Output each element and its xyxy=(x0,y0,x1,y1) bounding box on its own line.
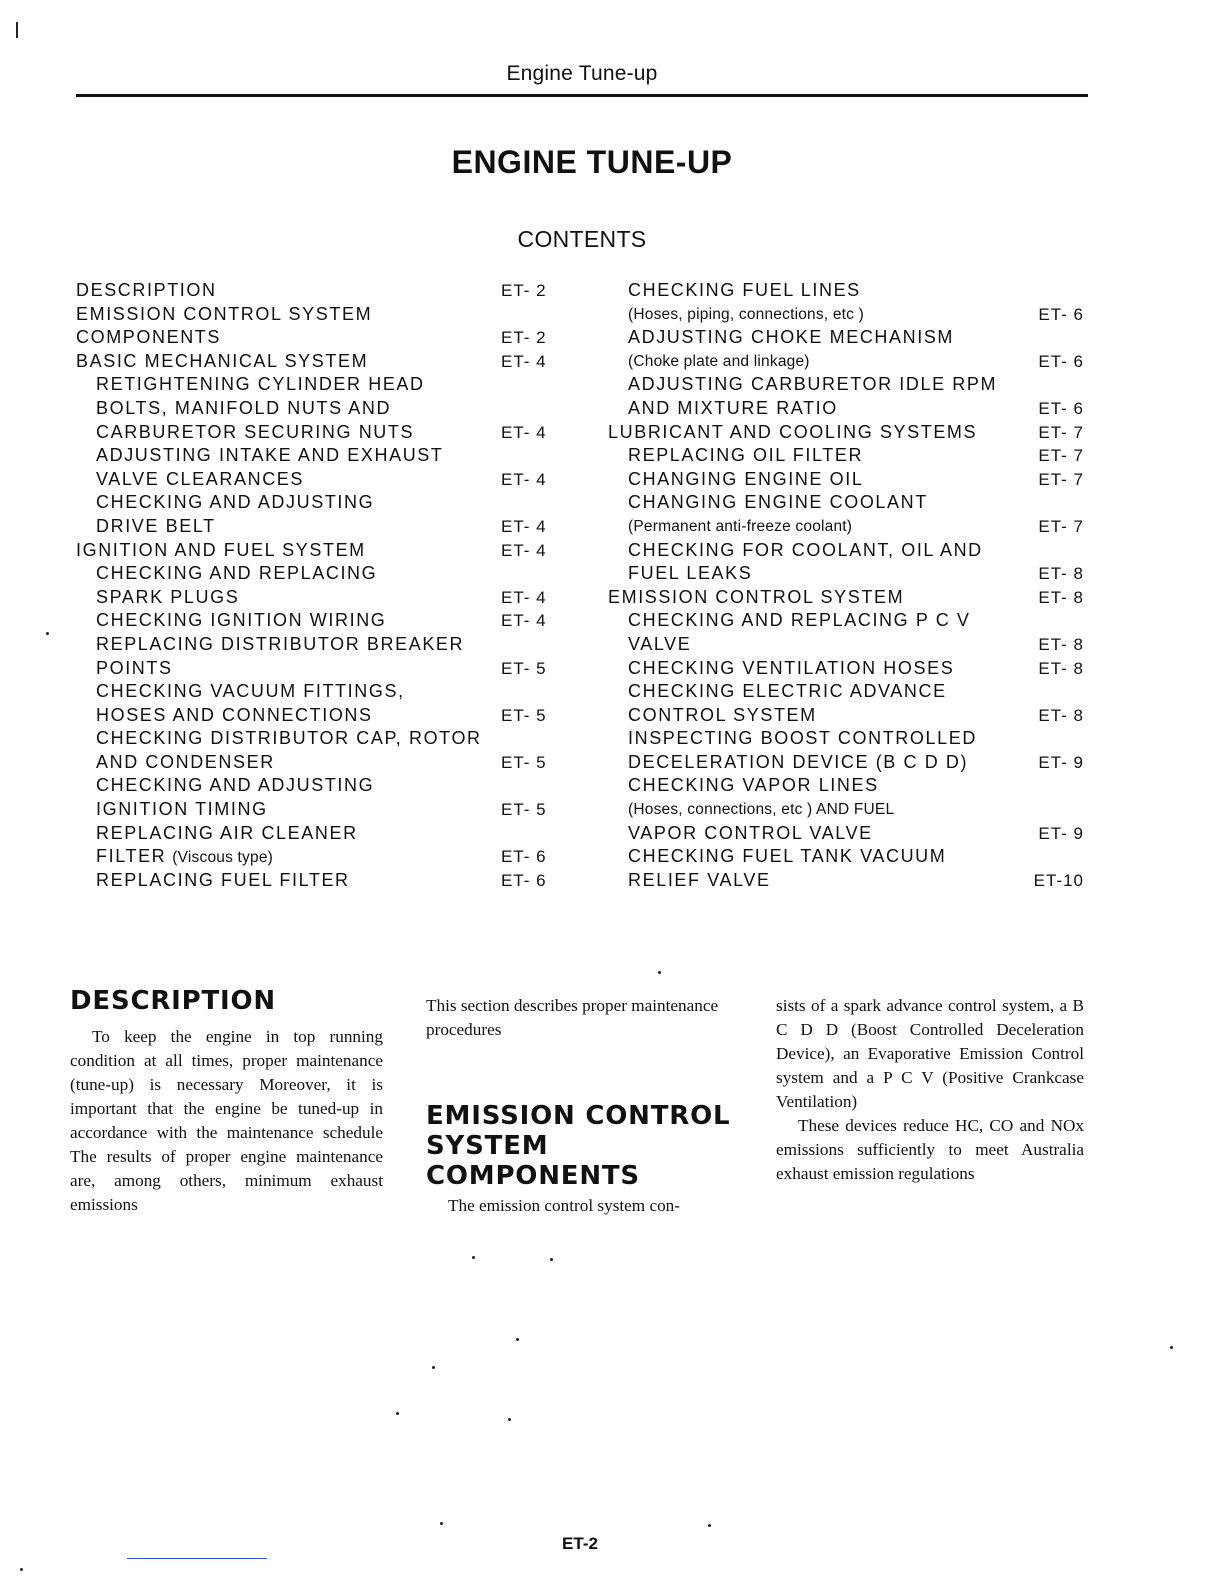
toc-entry-title: CHECKING VENTILATION HOSES xyxy=(628,657,955,678)
toc-entry-page: ET-10 xyxy=(1033,870,1084,890)
toc-entry-title: RELIEF VALVE xyxy=(628,869,771,890)
toc-entry xyxy=(608,586,1088,610)
toc-entry-page: ET- 5 xyxy=(501,705,547,725)
toc-entry xyxy=(76,822,556,846)
toc-entry xyxy=(76,491,556,515)
toc-entry xyxy=(76,633,556,657)
toc-entry-title: CHECKING IGNITION WIRING xyxy=(96,610,387,631)
toc-right-column xyxy=(608,279,1088,892)
toc-entry-title: CARBURETOR SECURING NUTS xyxy=(96,421,415,442)
scan-mark xyxy=(16,22,18,38)
toc-entry-page: ET- 5 xyxy=(501,800,547,820)
toc-entry-page: ET- 7 xyxy=(1038,516,1084,536)
toc-entry xyxy=(76,303,556,327)
scan-speck xyxy=(658,971,661,974)
toc-entry xyxy=(76,279,556,303)
toc-entry-title: CONTROL SYSTEM xyxy=(628,704,817,725)
toc-entry-page: ET- 7 xyxy=(1038,446,1084,466)
toc-entry-title: (Hoses, connections, etc ) AND FUEL xyxy=(628,801,895,819)
toc-entry-page: ET- 8 xyxy=(1038,587,1084,607)
toc-entry xyxy=(608,869,1088,893)
toc-entry-page: ET- 8 xyxy=(1038,658,1084,678)
toc-entry-title: CHECKING FUEL TANK VACUUM xyxy=(628,846,947,867)
toc-entry xyxy=(76,562,556,586)
scan-speck xyxy=(516,1338,519,1341)
toc-entry xyxy=(76,680,556,704)
toc-entry-title: CHECKING FUEL LINES xyxy=(628,280,861,300)
toc-entry xyxy=(76,869,556,893)
running-header: Engine Tune-up xyxy=(506,62,658,85)
toc-entry xyxy=(76,421,556,445)
toc-entry xyxy=(76,539,556,563)
toc-entry-page: ET- 9 xyxy=(1038,823,1084,843)
scan-speck xyxy=(508,1418,511,1421)
toc-entry-title: VAPOR CONTROL VALVE xyxy=(628,822,873,843)
toc-entry-title: CHECKING AND REPLACING P C V xyxy=(628,610,971,631)
toc-entry xyxy=(76,798,556,822)
toc-entry-page: ET- 4 xyxy=(501,540,547,560)
toc-entry-note: (Viscous type) xyxy=(172,849,274,867)
toc-entry-page: ET- 4 xyxy=(501,422,547,442)
toc-entry-title: EMISSION CONTROL SYSTEM xyxy=(76,303,373,324)
toc-entry xyxy=(76,326,556,350)
toc-entry xyxy=(76,515,556,539)
toc-entry xyxy=(608,633,1088,657)
toc-entry-page: ET- 5 xyxy=(501,658,547,678)
toc-entry xyxy=(608,822,1088,846)
toc-entry xyxy=(76,350,556,374)
toc-entry-page: ET- 6 xyxy=(501,870,547,890)
toc-entry-page: ET- 9 xyxy=(1038,752,1084,772)
toc-entry xyxy=(608,326,1088,350)
toc-entry-title: CHANGING ENGINE COOLANT xyxy=(628,492,928,513)
toc-entry-title: BASIC MECHANICAL SYSTEM xyxy=(76,350,369,371)
toc-entry xyxy=(76,657,556,681)
description-paragraph-2: This section describes proper maintenance procedures xyxy=(426,996,719,1039)
toc-entry-title: CHECKING FOR COOLANT, OIL AND xyxy=(628,539,983,560)
scan-speck xyxy=(708,1524,711,1527)
page-title: ENGINE TUNE-UP xyxy=(451,144,733,180)
toc-entry-title: DRIVE BELT xyxy=(96,515,216,536)
toc-entry-title: REPLACING OIL FILTER xyxy=(628,445,864,466)
emission-paragraph-1-start: The emission control system con- xyxy=(448,1196,680,1215)
toc-entry-title: AND CONDENSER xyxy=(96,751,275,772)
toc-entry xyxy=(76,444,556,468)
toc-entry-title: BOLTS, MANIFOLD NUTS AND xyxy=(96,397,392,418)
toc-entry-title: SPARK PLUGS xyxy=(96,586,240,607)
toc-entry-title: INSPECTING BOOST CONTROLLED xyxy=(628,728,977,749)
toc-entry-page: ET- 8 xyxy=(1038,705,1084,725)
toc-entry xyxy=(76,373,556,397)
toc-entry xyxy=(608,350,1088,374)
description-paragraph: To keep the engine in top running condition at all times, proper maintenance (tune-up) is necessary Moreover, it is important that the engine be tuned-up in accordance with the maintenance schedule The results of proper engine maintenance are, among others, minimum exhaust emissions xyxy=(70,1027,383,1214)
toc-entry xyxy=(76,727,556,751)
toc-entry-title: FILTER xyxy=(96,846,167,867)
toc-entry xyxy=(608,397,1088,421)
page-number: ET-2 xyxy=(562,1534,598,1553)
toc-entry xyxy=(608,680,1088,704)
toc-entry xyxy=(608,751,1088,775)
scan-speck xyxy=(20,1568,23,1571)
toc-entry-title: REPLACING FUEL FILTER xyxy=(96,869,350,890)
toc-entry xyxy=(608,562,1088,586)
description-heading: DESCRIPTION xyxy=(70,986,276,1016)
toc-entry xyxy=(76,751,556,775)
toc-entry-title: (Hoses, piping, connections, etc ) xyxy=(628,305,864,323)
toc-entry-page: ET- 4 xyxy=(501,351,547,371)
emission-paragraph-2: These devices reduce HC, CO and NOx emissions sufficiently to meet Australia exhaust emission regulations xyxy=(776,1116,1084,1183)
toc-entry-title: (Choke plate and linkage) xyxy=(628,352,810,370)
toc-entry-page: ET- 4 xyxy=(501,469,547,489)
scan-speck xyxy=(432,1366,435,1369)
toc-entry-page: ET- 6 xyxy=(1038,304,1084,324)
toc-entry-page: ET- 4 xyxy=(501,516,547,536)
toc-entry-title: CHECKING AND ADJUSTING xyxy=(96,492,375,513)
toc-entry-title: REPLACING DISTRIBUTOR BREAKER xyxy=(96,633,465,654)
toc-entry xyxy=(608,657,1088,681)
toc-entry-page: ET- 8 xyxy=(1038,634,1084,654)
toc-entry xyxy=(608,774,1088,798)
toc-entry-title: ADJUSTING CHOKE MECHANISM xyxy=(628,327,955,348)
toc-entry-page: ET- 7 xyxy=(1038,469,1084,489)
toc-entry xyxy=(608,609,1088,633)
toc-entry-title: RETIGHTENING CYLINDER HEAD xyxy=(96,374,425,395)
toc-entry-title: LUBRICANT AND COOLING SYSTEMS xyxy=(608,421,978,442)
toc-entry xyxy=(608,303,1088,327)
toc-entry-title: ADJUSTING INTAKE AND EXHAUST xyxy=(96,445,444,466)
scan-speck xyxy=(1170,1346,1173,1349)
toc-left-column xyxy=(76,279,556,892)
toc-entry-page: ET- 2 xyxy=(501,281,547,300)
toc-entry-title: CHECKING AND ADJUSTING xyxy=(96,775,375,796)
toc-entry xyxy=(76,845,556,869)
toc-entry xyxy=(608,468,1088,492)
toc-entry-page: ET- 6 xyxy=(1038,398,1084,418)
toc-entry-page: ET- 4 xyxy=(501,587,547,607)
toc-entry xyxy=(608,444,1088,468)
toc-entry-title: VALVE CLEARANCES xyxy=(96,468,304,489)
toc-entry-title: IGNITION AND FUEL SYSTEM xyxy=(76,539,366,560)
toc-entry xyxy=(608,704,1088,728)
toc-entry-title: AND MIXTURE RATIO xyxy=(628,397,838,418)
toc-entry xyxy=(608,845,1088,869)
toc-entry-title: FUEL LEAKS xyxy=(628,563,753,584)
toc-entry xyxy=(76,609,556,633)
toc-entry xyxy=(608,727,1088,751)
toc-entry xyxy=(608,539,1088,563)
toc-entry-title: CHECKING ELECTRIC ADVANCE xyxy=(628,681,947,702)
toc-entry-title: IGNITION TIMING xyxy=(96,799,268,820)
toc-entry-page: ET- 6 xyxy=(501,847,547,867)
scan-speck xyxy=(396,1412,399,1415)
toc-entry xyxy=(608,421,1088,445)
scan-speck xyxy=(550,1258,553,1261)
emission-paragraphs xyxy=(776,994,1084,1186)
toc-entry xyxy=(76,397,556,421)
toc-entry xyxy=(608,373,1088,397)
footer-rule xyxy=(127,1558,267,1559)
toc-entry-page: ET- 6 xyxy=(1038,351,1084,371)
toc-entry-title: (Permanent anti-freeze coolant) xyxy=(628,517,853,535)
toc-entry-title: CHANGING ENGINE OIL xyxy=(628,468,864,489)
toc-entry-title: COMPONENTS xyxy=(76,327,222,348)
toc-entry-title: CHECKING VACUUM FITTINGS, xyxy=(96,681,405,702)
scan-speck xyxy=(440,1522,443,1525)
toc-entry xyxy=(76,468,556,492)
toc-entry-title: CHECKING VAPOR LINES xyxy=(628,775,879,796)
toc-entry xyxy=(76,774,556,798)
toc-entry xyxy=(608,491,1088,515)
toc-entry-title: VALVE xyxy=(628,633,692,654)
toc-entry-title: ADJUSTING CARBURETOR IDLE RPM xyxy=(628,374,998,395)
toc-entry xyxy=(608,279,1088,303)
toc-entry-title: CHECKING DISTRIBUTOR CAP, ROTOR xyxy=(96,728,482,749)
scan-speck xyxy=(46,632,49,635)
emission-heading: EMISSION CONTROL SYSTEM COMPONENTS xyxy=(426,1101,731,1191)
toc-entry xyxy=(608,798,1088,822)
toc-entry xyxy=(76,704,556,728)
emission-paragraph-1-cont: sists of a spark advance control system, a B C D D (Boost Controlled Deceleration Device), an Evaporative Emission Control system and a P C V (Positive Crankcase Ventilation) xyxy=(776,996,1084,1111)
contents-heading: CONTENTS xyxy=(517,226,647,252)
toc-entry-title: HOSES AND CONNECTIONS xyxy=(96,704,373,725)
header-rule xyxy=(76,94,1088,97)
toc-entry-title: POINTS xyxy=(96,657,173,678)
toc-entry-page: ET- 2 xyxy=(501,328,547,348)
toc-entry-title: REPLACING AIR CLEANER xyxy=(96,822,358,843)
toc-entry-title: CHECKING AND REPLACING xyxy=(96,563,378,584)
toc-entry-page: ET- 8 xyxy=(1038,564,1084,584)
toc-entry-title: EMISSION CONTROL SYSTEM xyxy=(608,586,905,607)
toc-entry-page: ET- 7 xyxy=(1038,422,1084,442)
toc-entry-page: ET- 5 xyxy=(501,752,547,772)
toc-entry xyxy=(76,586,556,610)
toc-entry-page: ET- 4 xyxy=(501,611,547,631)
toc-entry xyxy=(608,515,1088,539)
toc-entry-title: DESCRIPTION xyxy=(76,280,217,300)
scan-speck xyxy=(472,1256,475,1259)
toc-entry-title: DECELERATION DEVICE (B C D D) xyxy=(628,751,969,772)
